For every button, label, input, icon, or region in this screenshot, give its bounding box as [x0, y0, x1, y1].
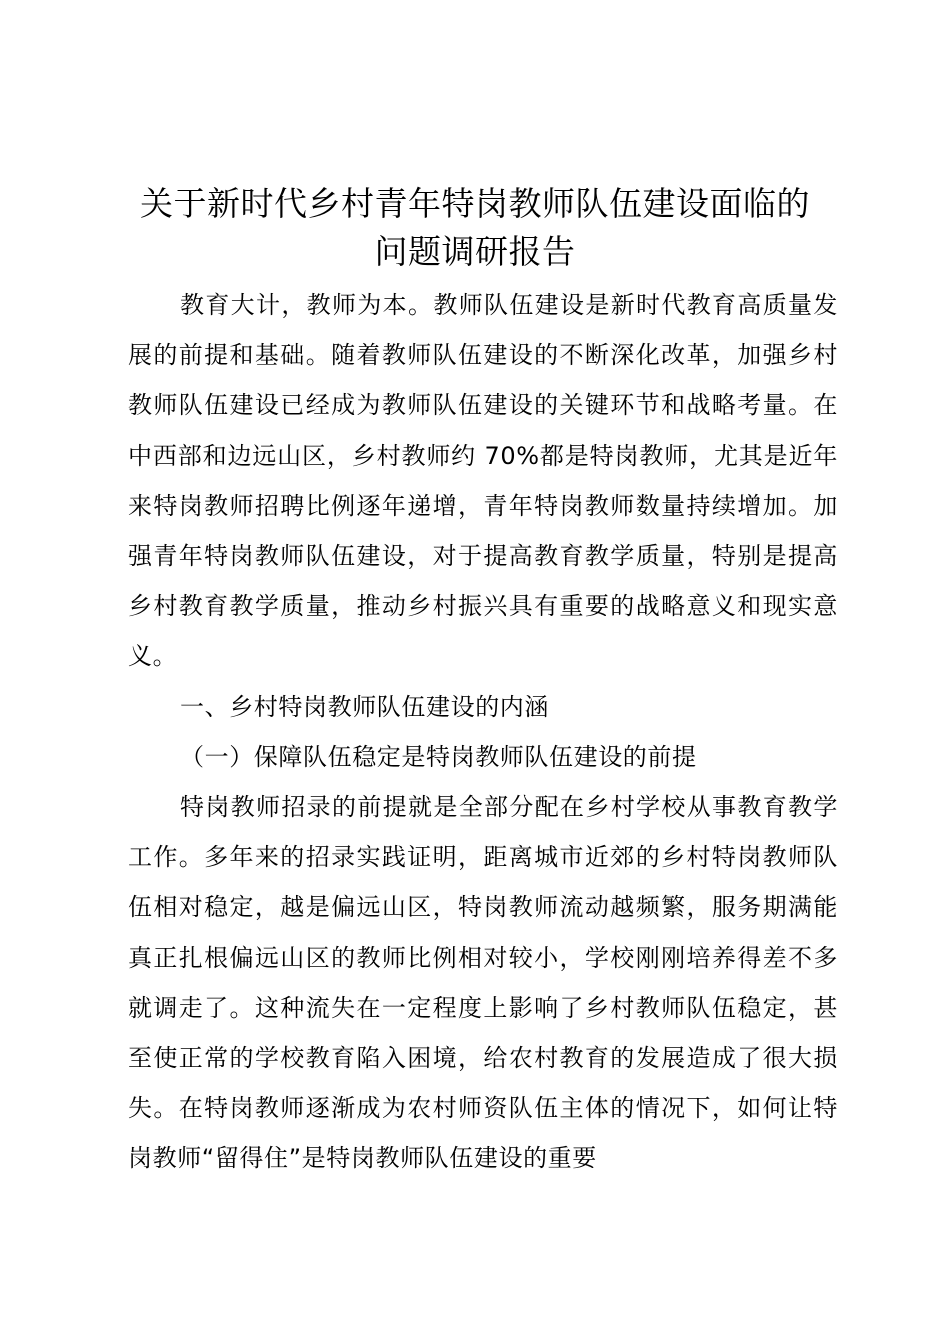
document-title — [110, 180, 840, 276]
subsection-heading-1: （一）保障队伍稳定是特岗教师队伍建设的前提 — [180, 742, 697, 771]
title-line-2: 问题调研报告 — [374, 232, 576, 271]
section-heading-1: 一、乡村特岗教师队伍建设的内涵 — [180, 692, 549, 721]
title-line-1: 关于新时代乡村青年特岗教师队伍建设面临的 — [140, 184, 810, 223]
body-paragraph: 特岗教师招录的前提就是全部分配在乡村学校从事教育教学工作。多年来的招录实践证明，距离城市近郊的乡村特岗教师队伍相对稳定，越是偏远山区，特岗教师流动越频繁，服务期满能真正扎根偏远山区的教师比例相对较小，学校刚刚培养得差不多就调走了。这种流失在一定程度上影响了乡村教师队伍稳定，甚至使正常的学校教育陷入困境，给农村教育的发展造成了很大损失。在特岗教师逐渐成为农村师资队伍主体的情况下，如何让特岗教师“留得住”是特岗教师队伍建设的重要 — [128, 793, 838, 1173]
document-body — [128, 280, 838, 1184]
intro-paragraph: 教育大计，教师为本。教师队伍建设是新时代教育高质量发展的前提和基础。随着教师队伍建设的不断深化改革，加强乡村教师队伍建设已经成为教师队伍建设的关键环节和战略考量。在中西部和边远山区，乡村教师约 70%都是特岗教师，尤其是近年来特岗教师招聘比例逐年递增，青年特岗教师数量持续增加。加强青年特岗教师队伍建设，对于提高教育教学质量，特别是提高乡村教育教学质量，推动乡村振兴具有重要的战略意义和现实意义。 — [128, 291, 838, 671]
